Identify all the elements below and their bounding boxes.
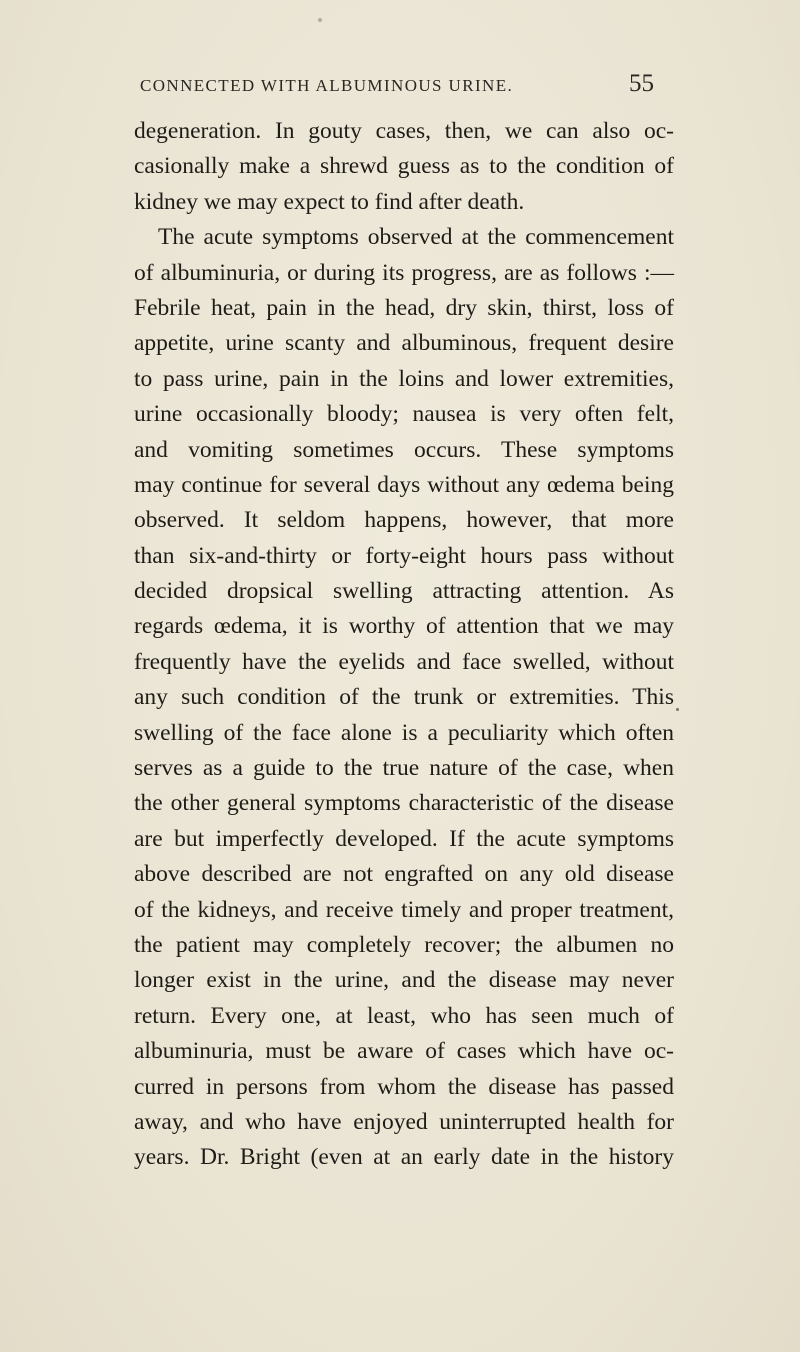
text-line: urine occasionally bloody; nausea is very often felt, (134, 401, 674, 428)
text-line: away, and who have enjoyed uninterrupted health for (134, 1108, 674, 1135)
body-text (134, 114, 674, 1176)
text-line: regards œdema, it is worthy of attention that we may (134, 613, 674, 640)
text-line: degeneration. In gouty cases, then, we can also oc- (134, 118, 674, 144)
text-line: of the kidneys, and receive timely and proper treatment, (134, 896, 674, 923)
text-line: Febrile heat, pain in the head, dry skin, thirst, loss of (134, 294, 674, 321)
text-line: the other general symptoms characteristic of the disease (134, 790, 674, 817)
text-line: above described are not engrafted on any old disease (134, 861, 674, 888)
text-line: swelling of the face alone is a peculiarity which often (134, 719, 674, 746)
text-line: are but imperfectly developed. If the acute symptoms (134, 825, 674, 852)
text-line: appetite, urine scanty and albuminous, frequent desire (134, 330, 674, 357)
text-line: curred in persons from whom the disease has passed (134, 1073, 674, 1100)
text-line: return. Every one, at least, who has seen much of (134, 1002, 674, 1029)
text-line: frequently have the eyelids and face swelled, without (134, 648, 674, 675)
running-title: CONNECTED WITH ALBUMINOUS URINE. (140, 76, 514, 95)
text-line: and vomiting sometimes occurs. These symptoms (134, 436, 674, 463)
running-head (140, 70, 660, 106)
text-line: longer exist in the urine, and the disease may never (134, 967, 674, 994)
page-number: 55 (629, 70, 654, 97)
text-line: the patient may completely recover; the albumen no (134, 931, 674, 958)
text-line: years. Dr. Bright (even at an early date in the history (134, 1144, 674, 1171)
text-line: to pass urine, pain in the loins and lower extremities, (134, 365, 674, 392)
text-line: than six-and-thirty or forty-eight hours pass without (134, 542, 674, 569)
text-line: kidney we may expect to find after death. (134, 188, 525, 215)
text-line: any such condition of the trunk or extremities. This (134, 684, 674, 711)
paper-speck (676, 708, 679, 711)
text-line: serves as a guide to the true nature of the case, when (134, 755, 674, 782)
text-line: decided dropsical swelling attracting attention. As (134, 578, 674, 605)
text-line: of albuminuria, or during its progress, are as follows :— (134, 259, 674, 286)
text-line: The acute symptoms observed at the commencement (158, 224, 674, 251)
text-line: may continue for several days without any œdema being (134, 471, 674, 498)
text-line: albuminuria, must be aware of cases which have oc- (134, 1038, 674, 1065)
paper-speck (318, 18, 322, 22)
text-line: casionally make a shrewd guess as to the condition of (134, 153, 674, 180)
text-line: observed. It seldom happens, however, that more (134, 507, 674, 534)
